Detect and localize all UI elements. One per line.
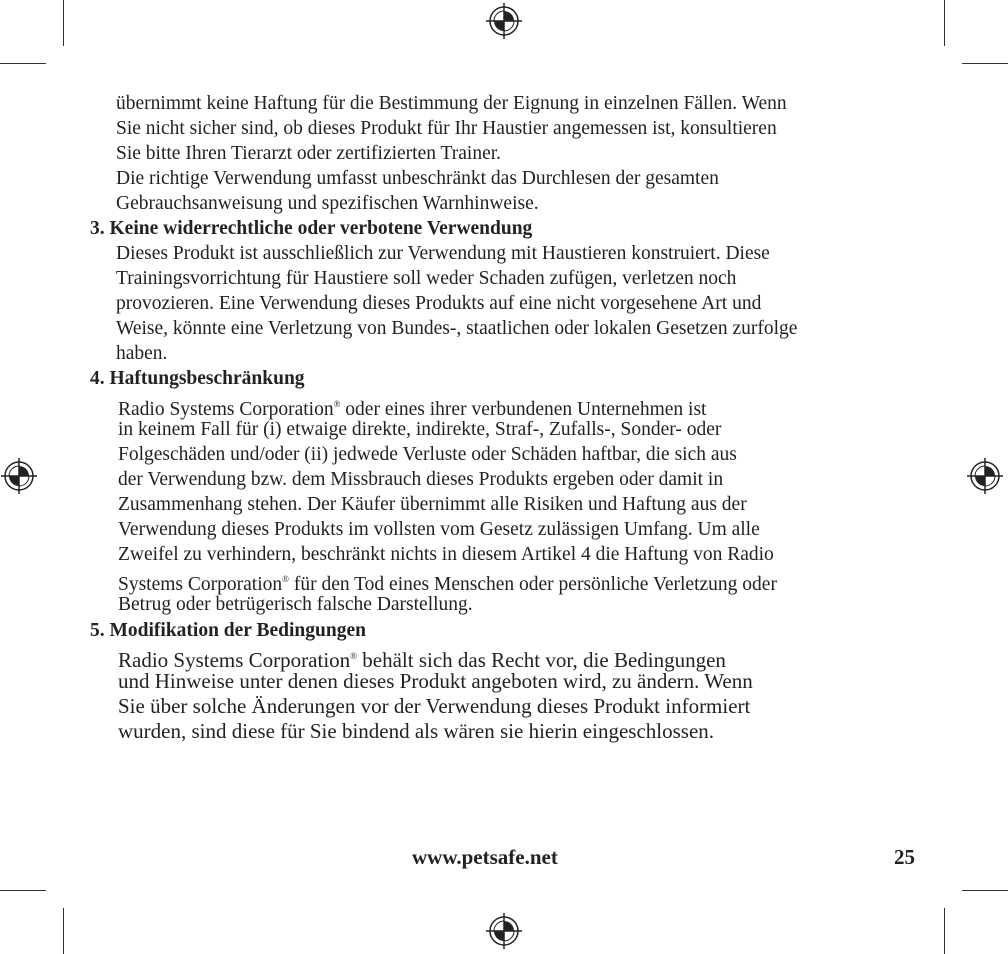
crop-mark xyxy=(944,0,945,46)
body-line: Weise, könnte eine Verletzung von Bundes-, staatlichen oder lokalen Gesetzen zurfolge xyxy=(116,318,798,339)
body-line: der Verwendung bzw. dem Missbrauch dieses Produkts ergeben oder damit in xyxy=(118,469,724,490)
body-line: in keinem Fall für (i) etwaige direkte, indirekte, Straf-, Zufalls-, Sonder- oder xyxy=(118,419,722,440)
body-line: Zweifel zu verhindern, beschränkt nichts in diesem Artikel 4 die Haftung von Radio xyxy=(118,544,774,565)
registration-mark-icon xyxy=(486,3,522,39)
section-heading: 3. Keine widerrechtliche oder verbotene Verwendung xyxy=(90,218,533,239)
crop-mark xyxy=(63,0,64,46)
footer-url: www.petsafe.net xyxy=(412,845,558,869)
registration-mark-icon xyxy=(486,913,522,949)
body-line: Zusammenhang stehen. Der Käufer übernimmt alle Risiken und Haftung aus der xyxy=(118,494,747,515)
registration-mark-icon xyxy=(1,458,37,494)
crop-mark xyxy=(63,908,64,954)
page-number: 25 xyxy=(894,845,915,869)
body-line: provozieren. Eine Verwendung dieses Produkts auf eine nicht vorgesehene Art und xyxy=(116,293,762,314)
crop-mark xyxy=(944,908,945,954)
body-line: übernimmt keine Haftung für die Bestimmung der Eignung in einzelnen Fällen. Wenn xyxy=(116,93,787,114)
text-span: Radio Systems Corporation xyxy=(118,648,351,672)
section-heading: 5. Modifikation der Bedingungen xyxy=(90,620,366,641)
crop-mark xyxy=(0,890,46,891)
body-line: Verwendung dieses Produkts im vollsten vom Gesetz zulässigen Umfang. Um alle xyxy=(118,519,760,540)
registered-mark: ® xyxy=(282,574,289,584)
body-line: Sie nicht sicher sind, ob dieses Produkt für Ihr Haustier angemessen ist, konsultieren xyxy=(116,118,777,139)
registered-mark: ® xyxy=(333,399,341,409)
body-line: Sie über solche Änderungen vor der Verwendung dieses Produkt informiert xyxy=(118,694,751,718)
text-span: behält sich das Recht vor, die Bedingungen xyxy=(357,648,726,672)
registration-mark-icon xyxy=(967,458,1003,494)
body-line: Betrug oder betrügerisch falsche Darstellung. xyxy=(118,594,473,615)
body-line: Sie bitte Ihren Tierarzt oder zertifizierten Trainer. xyxy=(116,143,502,164)
text-span: oder eines ihrer verbundenen Unternehmen ist xyxy=(340,399,707,420)
body-line: Trainingsvorrichtung für Haustiere soll weder Schaden zufügen, verletzen noch xyxy=(116,268,737,289)
crop-mark xyxy=(962,63,1008,64)
body-line: Folgeschäden und/oder (ii) jedwede Verluste oder Schäden haftbar, die sich aus xyxy=(118,444,737,465)
crop-mark xyxy=(962,890,1008,891)
text-span: Systems Corporation xyxy=(118,574,283,595)
body-line: wurden, sind diese für Sie bindend als wären sie hierin eingeschlossen. xyxy=(118,719,715,743)
text-span: Radio Systems Corporation xyxy=(118,399,334,420)
body-line: Gebrauchsanweisung und spezifischen Warnhinweise. xyxy=(116,193,539,214)
registered-mark: ® xyxy=(350,651,358,661)
body-line: und Hinweise unter denen dieses Produkt angeboten wird, zu ändern. Wenn xyxy=(118,669,753,693)
section-heading: 4. Haftungsbeschränkung xyxy=(90,368,305,389)
body-line: haben. xyxy=(116,343,168,364)
body-line: Dieses Produkt ist ausschließlich zur Verwendung mit Haustieren konstruiert. Diese xyxy=(116,243,770,264)
body-line: Die richtige Verwendung umfasst unbeschränkt das Durchlesen der gesamten xyxy=(116,168,719,189)
crop-mark xyxy=(0,63,46,64)
text-span: für den Tod eines Menschen oder persönliche Verletzung oder xyxy=(288,574,777,595)
